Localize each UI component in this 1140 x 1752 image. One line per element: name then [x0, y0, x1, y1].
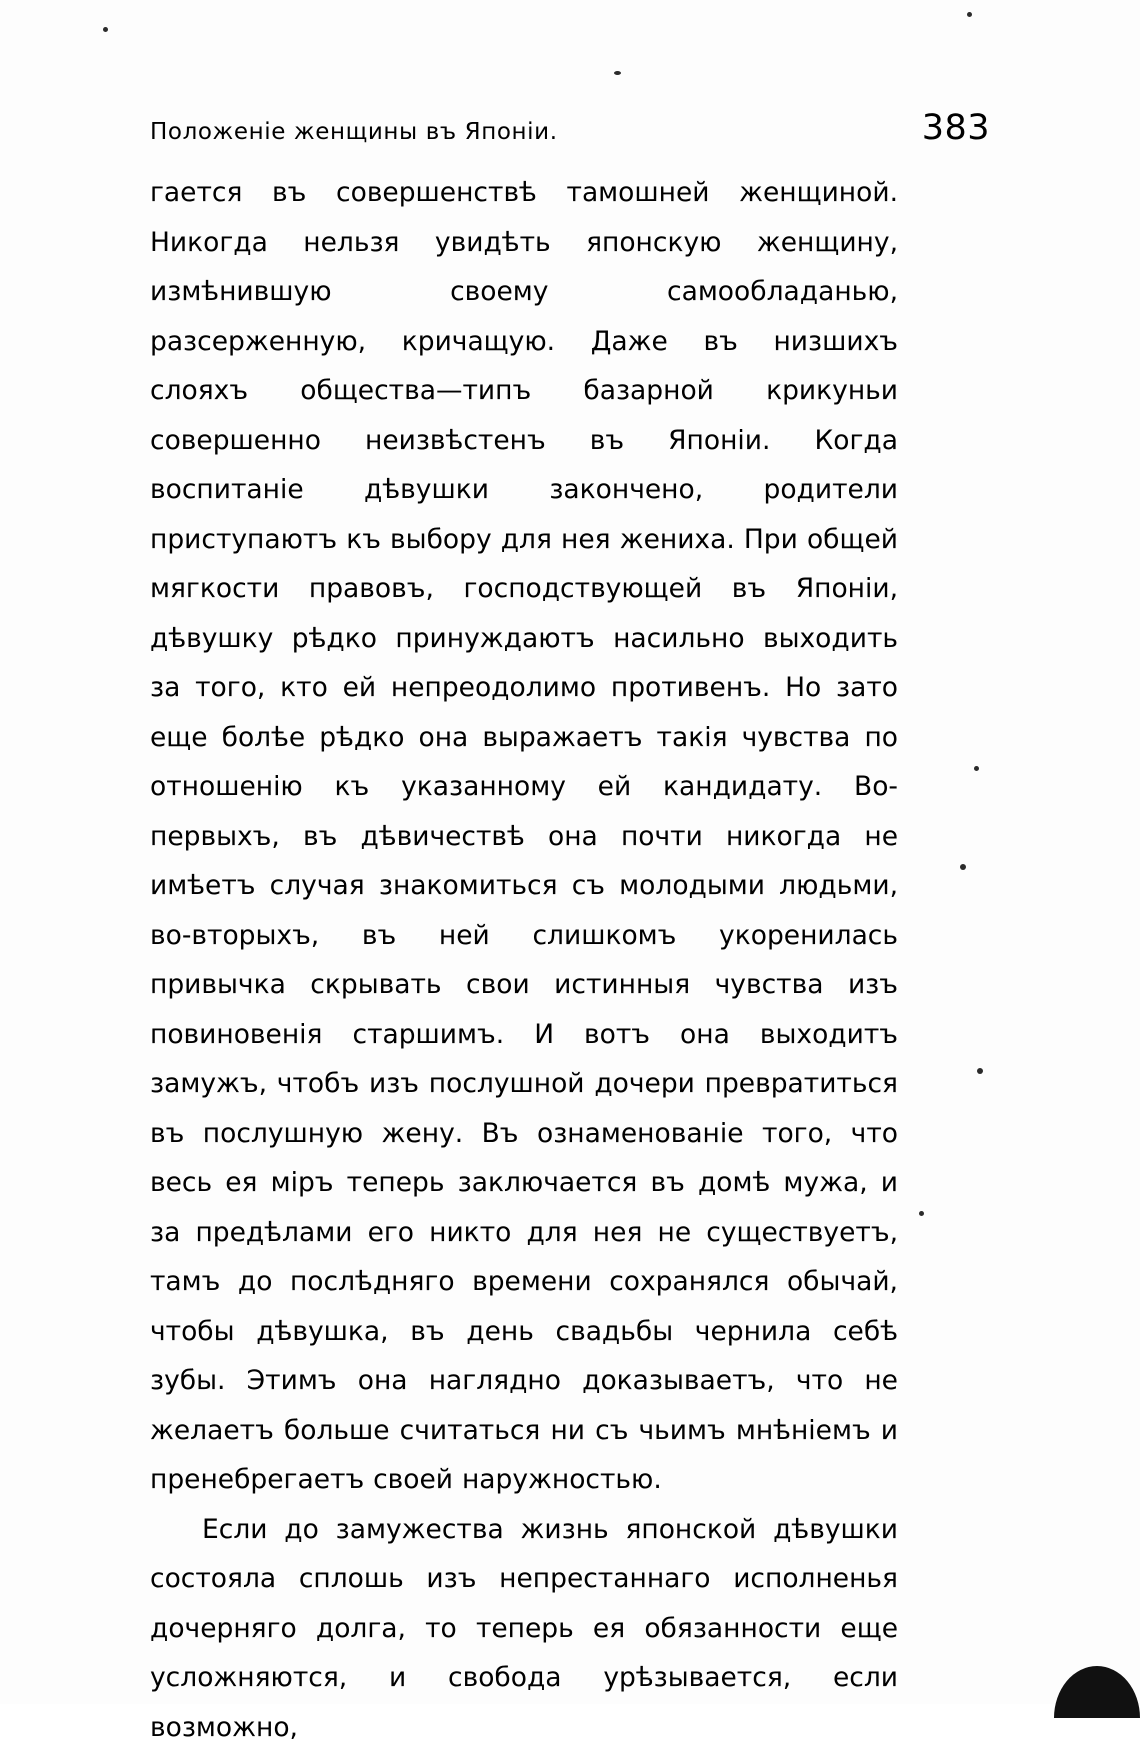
scan-speck	[977, 1068, 983, 1074]
page-body	[150, 168, 898, 1752]
scan-speck	[960, 864, 966, 870]
scan-speck	[103, 27, 108, 32]
scan-speck	[614, 71, 621, 75]
scan-speck	[974, 766, 979, 771]
scan-edge-artifact	[1054, 1666, 1140, 1718]
page-header	[150, 108, 990, 148]
paragraph-1: гается въ совершенствѣ тамошней женщиной. Никогда нельзя увидѣть японскую женщину, измѣнившую своему самообладанью, разсерженную, кричащую. Даже въ низшихъ слояхъ общества—типъ базарной крикуньи совершенно неизвѣстенъ въ Японіи. Когда воспитаніе дѣвушки закончено, родители приступаютъ къ выбору для нея жениха. При общей мягкости правовъ, господствующей въ Японіи, дѣвушку рѣдко принуждаютъ насильно выходить за того, кто ей непреодолимо противенъ. Но зато еще болѣе рѣдко она выражаетъ такія чувства по отношенію къ указанному ей кандидату. Во-первыхъ, въ дѣвичествѣ она почти никогда не имѣетъ случая знакомиться съ молодыми людьми, во-вторыхъ, въ ней слишкомъ укоренилась привычка скрывать свои истинныя чувства изъ повиновенія старшимъ. И вотъ она выходитъ замужъ, чтобъ изъ послушной дочери превратиться въ послушную жену. Въ ознаменованіе того, что весь ея міръ теперь заключается въ домѣ мужа, и за предѣлами его никто для нея не существуетъ, тамъ до послѣдняго времени сохранялся обычай, чтобы дѣвушка, въ день свадьбы чернила себѣ зубы. Этимъ она наглядно доказываетъ, что не желаетъ больше считаться ни съ чьимъ мнѣніемъ и пренебрегаетъ своей наружностью.	[150, 168, 898, 1505]
page-number: 383	[922, 108, 990, 148]
paragraph-2: Если до замужества жизнь японской дѣвушки состояла сплошь изъ непрестаннаго исполненья дочерняго долга, то теперь ея обязанности еще усложняются, и свобода урѣзывается, если возможно,	[150, 1505, 898, 1752]
scan-speck	[919, 1211, 924, 1216]
running-title: Положеніе женщины въ Японіи.	[150, 119, 558, 145]
scan-speck	[967, 12, 972, 17]
